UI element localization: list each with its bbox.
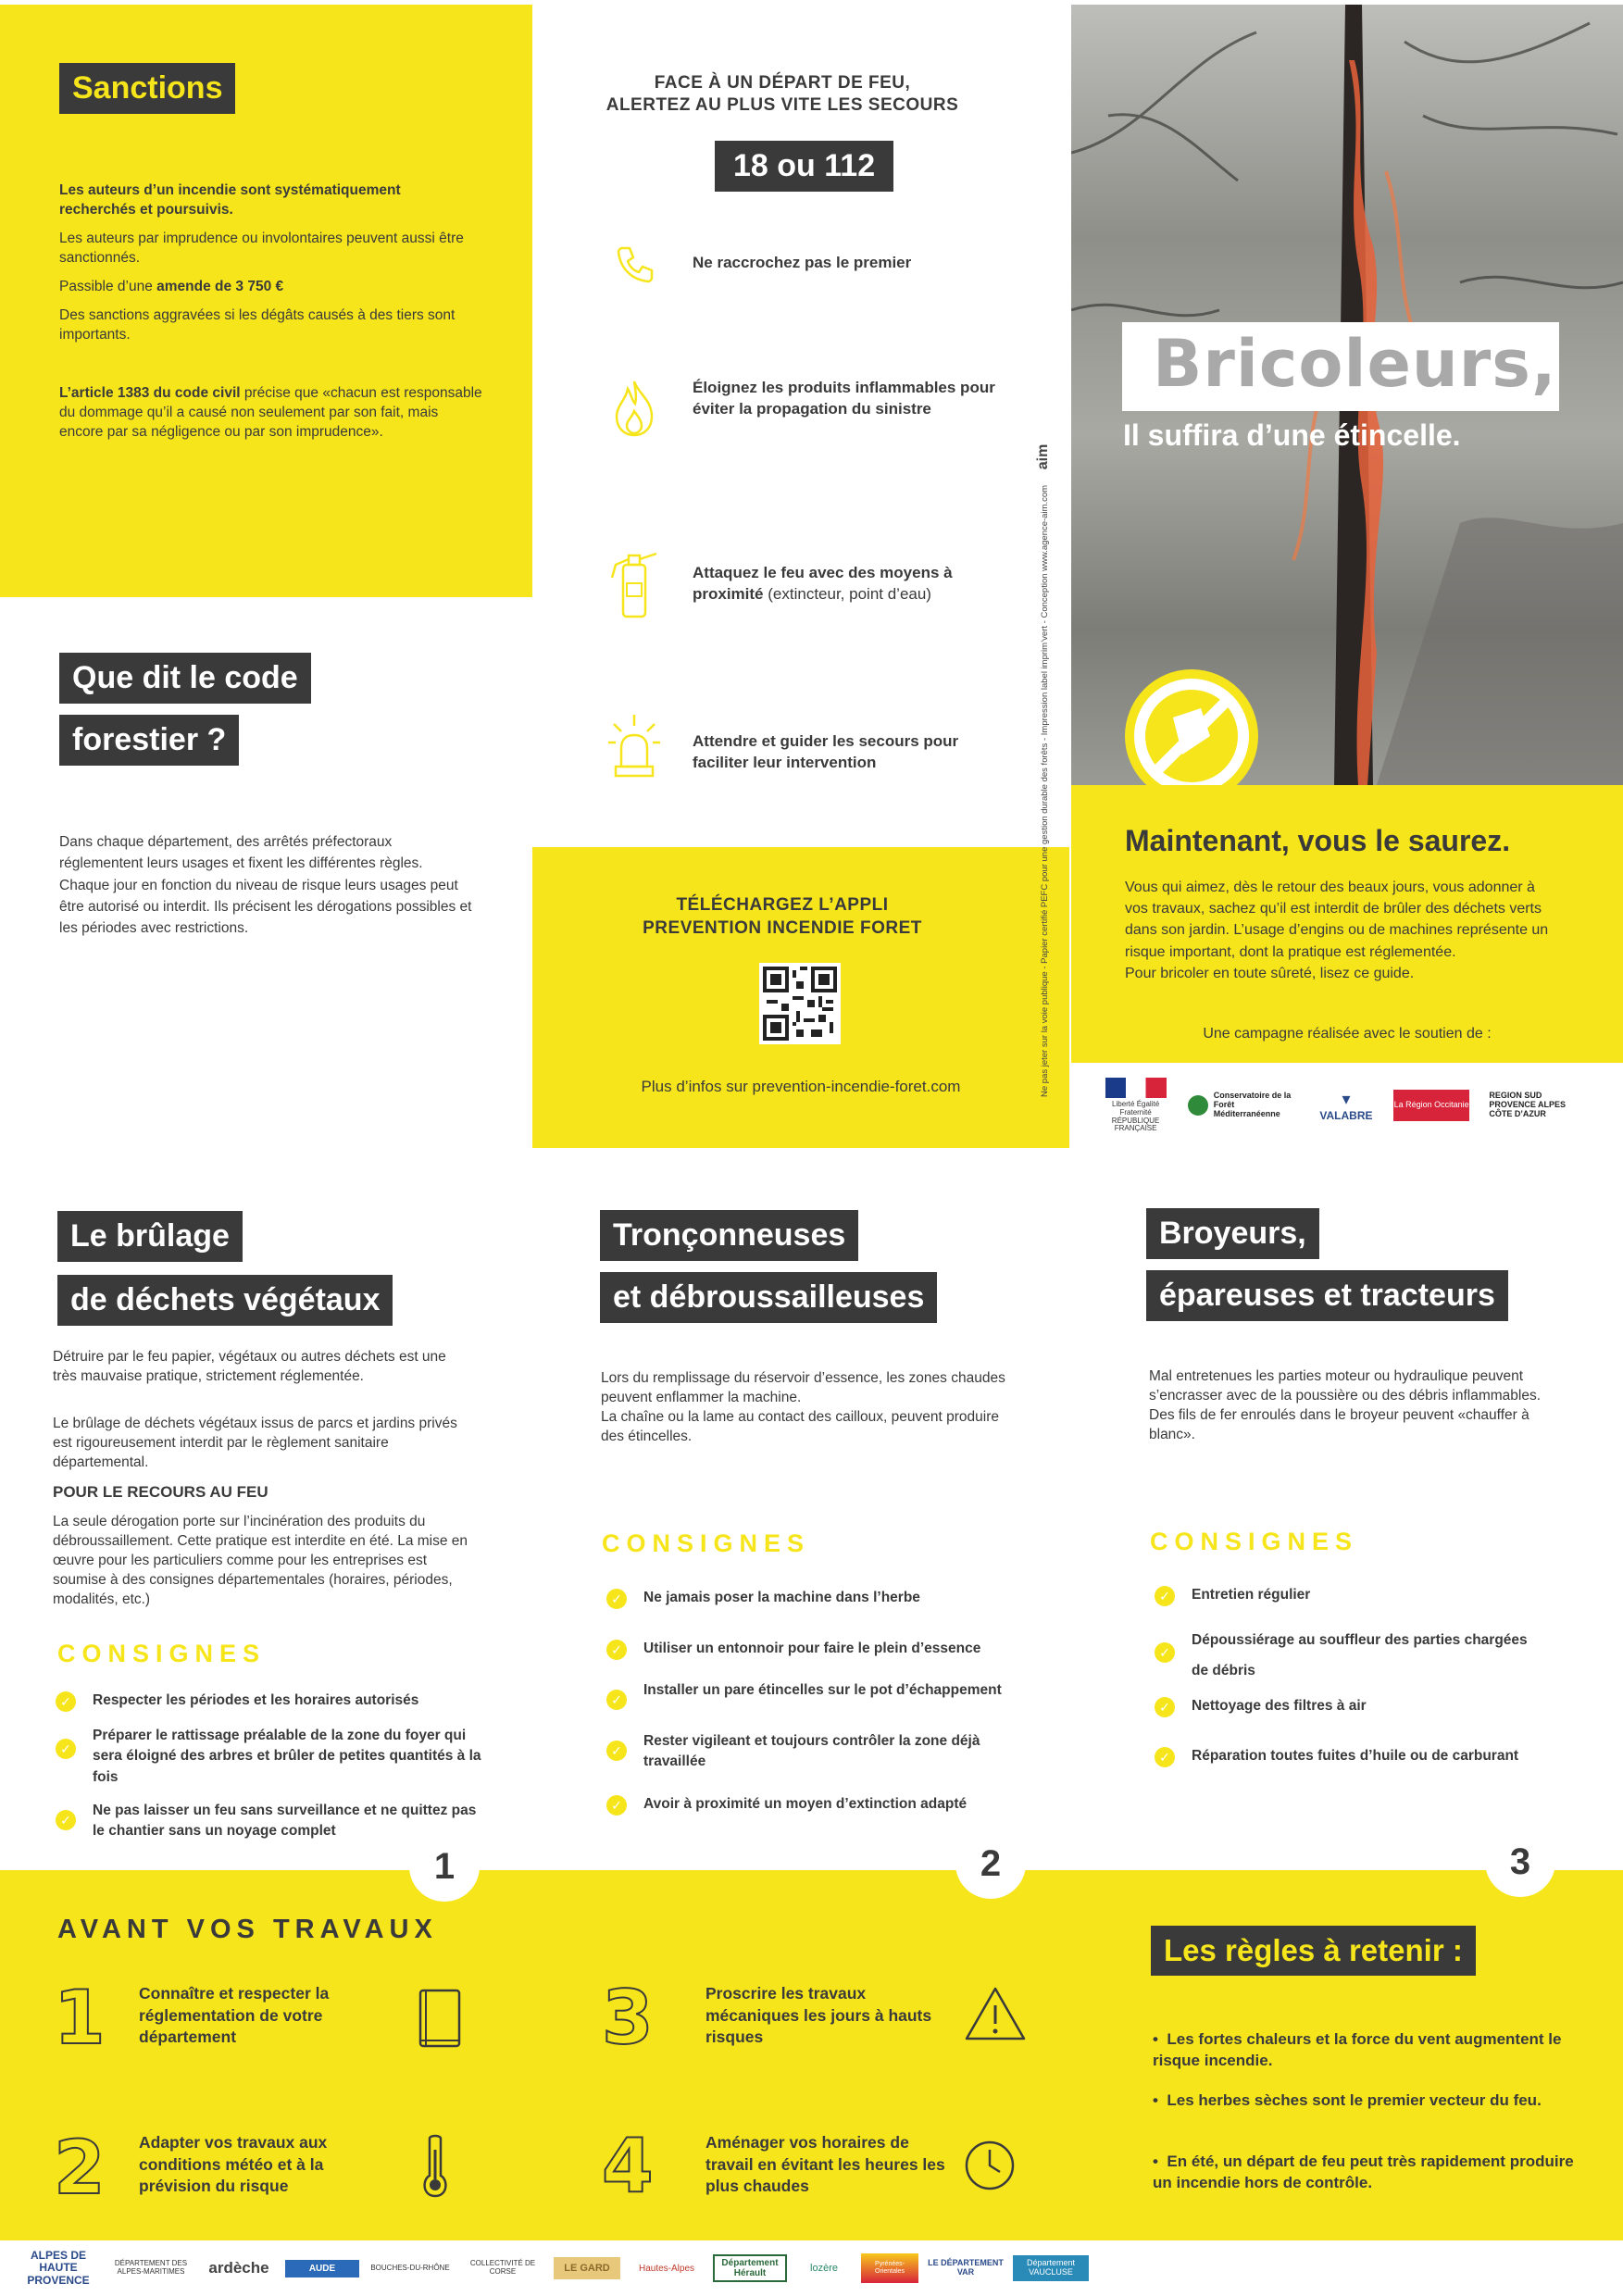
alert-step-1: Ne raccrochez pas le premier <box>693 254 912 271</box>
book-icon <box>415 1987 467 2052</box>
sanctions-p2: Les auteurs par imprudence ou involontaires peuvent aussi être sanctionnés. <box>59 231 464 266</box>
sanctions-p5 <box>59 384 485 443</box>
alert-step-3 <box>693 563 1007 605</box>
tronc-title-1: Tronçonneuses <box>600 1210 858 1261</box>
phone-icon <box>613 243 657 287</box>
sanctions-p3-amount: amende de 3 750 € <box>156 279 284 294</box>
avant-step-3-number: 3 <box>602 1975 654 2061</box>
regle-3: • En été, un départ de feu peut très rapidement produire un incendie hors de contrôle. <box>1153 2152 1574 2191</box>
check-icon: ✓ <box>1155 1586 1175 1606</box>
avant-step-2-number: 2 <box>54 2125 106 2211</box>
logo-ardeche: ardèche <box>208 2258 269 2277</box>
logo-region-sud-label: REGION SUD PROVENCE ALPES CÔTE D’AZUR <box>1489 1091 1567 1118</box>
logo-republique-label: Liberté Égalité Fraternité RÉPUBLIQUE FRANÇAISE <box>1111 1099 1160 1133</box>
logo-conservatoire-label: Conservatoire de la Forêt Méditerranéenne <box>1213 1091 1292 1118</box>
bottom-logos-bar <box>0 2240 1623 2296</box>
avant-step-4-number: 4 <box>602 2123 654 2209</box>
sanctions-p3-prefix: Passible d’une <box>59 279 157 294</box>
logo-region-sud <box>1489 1092 1591 1119</box>
logo-bouches-du-rhone: BOUCHES-DU-RHÔNE <box>370 2263 450 2272</box>
clock-icon <box>963 2139 1017 2192</box>
avant-step-3-text: Proscrire les travaux mécaniques les jours à hauts risques <box>705 1984 932 2047</box>
check-icon: ✓ <box>606 1795 627 1816</box>
brulage-consigne-3 <box>56 1801 481 1842</box>
cover-subtitle: Il suffira d’une étincelle. <box>1123 418 1461 452</box>
logo-vaucluse: Département VAUCLUSE <box>1013 2255 1089 2281</box>
broyeurs-consigne-1-text: Entretien régulier <box>1192 1587 1311 1603</box>
flame-icon <box>611 378 657 439</box>
logo-republique-flag <box>1105 1078 1167 1098</box>
alert-step-2: Éloignez les produits inflammables pour éviter la propagation du sinistre <box>693 379 995 418</box>
brulage-p3: La seule dérogation porte sur l’incinération des produits du débroussaillement. Cette pratique est interdite en été. La mise en œuvre pour les particuliers comme pour les entreprises est soumise à des consignes départementales (horaires, périodes, modalités, etc.) <box>53 1514 468 1607</box>
regle-3-text: En été, un départ de feu peut très rapidement produire un incendie hors de contrôle. <box>1153 2152 1574 2191</box>
brulage-title-2: de déchets végétaux <box>57 1275 393 1326</box>
broyeurs-title-1: Broyeurs, <box>1146 1208 1319 1259</box>
check-icon: ✓ <box>56 1691 76 1712</box>
tronc-consigne-2 <box>606 1639 1042 1660</box>
broyeurs-p1: Mal entretenues les parties moteur ou hydraulique peuvent s’encrasser avec de la poussière ou des débris inflammables. Des fils de fer enroulés dans le broyeur peuvent «chauffer à blanc». <box>1149 1368 1542 1442</box>
broyeurs-consigne-2 <box>1155 1626 1543 1686</box>
tronc-consignes-label: CONSIGNES <box>602 1529 811 1557</box>
logo-occitanie <box>1393 1090 1469 1121</box>
tronc-consigne-3 <box>606 1680 1005 1710</box>
brulage-sub: POUR LE RECOURS AU FEU <box>53 1483 268 1501</box>
broyeurs-consigne-3-text: Nettoyage des filtres à air <box>1192 1698 1367 1714</box>
tronc-consigne-5-text: Avoir à proximité un moyen d’extinction adapté <box>643 1796 968 1812</box>
logo-aude: AUDE <box>285 2260 359 2277</box>
logo-occitanie-label: La Région Occitanie <box>1393 1100 1469 1110</box>
panel-number-2: 2 <box>955 1828 1026 1899</box>
logo-republique <box>1104 1078 1168 1133</box>
panel-number-1: 1 <box>409 1831 480 1902</box>
regle-2: • Les herbes sèches sont le premier vecteur du feu. <box>1153 2091 1542 2109</box>
sanctions-p3 <box>59 278 476 297</box>
broyeurs-consignes-label: CONSIGNES <box>1150 1528 1359 1555</box>
brulage-consigne-1-text: Respecter les périodes et les horaires autorisés <box>93 1692 419 1708</box>
logo-conservatoire-mark <box>1188 1095 1208 1116</box>
brulage-consignes-label: CONSIGNES <box>57 1640 267 1667</box>
brulage-consigne-3-text: Ne pas laisser un feu sans surveillance et ne quittez pas le chantier sans un noyage complet <box>93 1803 477 1840</box>
sanctions-p5-rest: précise que «chacun est responsable du dommage qu’il a causé non seulement par son fait, mais encore par sa négligence ou par son imprudence». <box>59 385 482 440</box>
broyeurs-title-2: épareuses et tracteurs <box>1146 1270 1508 1321</box>
vertical-credit <box>1035 264 1055 1097</box>
check-icon: ✓ <box>606 1640 627 1660</box>
check-icon: ✓ <box>1155 1697 1175 1717</box>
broyeurs-consigne-3 <box>1155 1696 1590 1717</box>
logo-pyrenees-orientales: Pyrénées-Orientales <box>861 2253 918 2282</box>
cover-heading: Maintenant, vous le saurez. <box>1125 824 1511 857</box>
logo-var: LE DÉPARTEMENT VAR <box>928 2258 1004 2277</box>
broyeurs-consigne-4 <box>1155 1746 1599 1767</box>
regle-1-text: Les fortes chaleurs et la force du vent augmentent le risque incendie. <box>1153 2030 1562 2069</box>
brulage-consigne-1 <box>56 1691 481 1712</box>
tronc-consigne-4-text: Rester vigileant et toujours contrôler la zone déjà travaillée <box>643 1733 980 1770</box>
logo-alpes-maritimes: DÉPARTEMENT DES ALPES-MARITIMES <box>114 2259 188 2276</box>
alert-heading-1: FACE À UN DÉPART DE FEU, <box>654 73 911 93</box>
tronc-consigne-2-text: Utiliser un entonnoir pour faire le plein d’essence <box>643 1641 981 1656</box>
check-icon: ✓ <box>1155 1747 1175 1767</box>
cover-body: Vous qui aimez, dès le retour des beaux jours, vous adonner à vos travaux, sachez qu’il est interdit de brûler des déchets verts dans son jardin. L’usage d’engins ou de machines représente un risque important, dont la pratique est réglementée. Pour bricoler en toute sûreté, lisez ce guide. <box>1125 880 1549 981</box>
more-info-link[interactable]: Plus d’infos sur prevention-incendie-foret.com <box>641 1078 961 1095</box>
logo-gard: LE GARD <box>554 2257 620 2279</box>
check-icon: ✓ <box>56 1739 76 1759</box>
check-icon: ✓ <box>1155 1642 1175 1663</box>
check-icon: ✓ <box>606 1589 627 1609</box>
warning-icon <box>963 1985 1028 2042</box>
brulage-p2: Le brûlage de déchets végétaux issus de parcs et jardins privés est rigoureusement interdit par le règlement sanitaire départemental. <box>53 1416 457 1470</box>
app-heading-2: PREVENTION INCENDIE FORET <box>643 918 922 938</box>
siren-icon <box>606 711 662 780</box>
logo-corse: COLLECTIVITÉ DE CORSE <box>469 2259 536 2276</box>
vertical-credit-logo: aim <box>1035 443 1051 470</box>
brulage-consigne-2 <box>56 1726 481 1788</box>
alert-step-3-main: Attaquez le feu avec des moyens à proximité <box>693 564 953 603</box>
emergency-numbers: 18 ou 112 <box>715 141 893 192</box>
regle-1: • Les fortes chaleurs et la force du vent augmentent le risque incendie. <box>1153 2030 1562 2069</box>
avant-title: AVANT VOS TRAVAUX <box>57 1915 438 1944</box>
tronc-title-2: et débroussailleuses <box>600 1272 937 1323</box>
logo-herault: Département Hérault <box>713 2254 787 2282</box>
check-icon: ✓ <box>606 1741 627 1761</box>
logo-valabre <box>1318 1090 1374 1122</box>
tronc-consigne-5 <box>606 1794 1042 1816</box>
code-forestier-text: Dans chaque département, des arrêtés préfectoraux réglementent leurs usages et fixent les différentes règles. Chaque jour en fonction du niveau de risque leurs usages peut être autorisé ou interdit. Ils précisent les dérogations possibles et les périodes avec restrictions. <box>59 834 472 936</box>
panel-number-3: 3 <box>1485 1827 1555 1897</box>
broyeurs-consigne-4-text: Réparation toutes fuites d’huile ou de carburant <box>1192 1748 1519 1764</box>
logo-conservatoire <box>1188 1092 1299 1119</box>
regle-2-text: Les herbes sèches sont le premier vecteur du feu. <box>1167 2091 1542 2109</box>
tronc-consigne-1 <box>606 1588 1042 1609</box>
avant-step-4-text: Aménager vos horaires de travail en évitant les heures les plus chaudes <box>705 2133 945 2196</box>
logo-lozere: lozère <box>810 2262 838 2274</box>
alert-heading-2: ALERTEZ AU PLUS VITE LES SECOURS <box>606 95 959 115</box>
code-forestier-title-1: Que dit le code <box>59 653 311 704</box>
broyeurs-consigne-1 <box>1155 1585 1590 1606</box>
sanctions-p1: Les auteurs d’un incendie sont systématiquement recherchés et poursuivis. <box>59 182 401 218</box>
avant-step-2-text: Adapter vos travaux aux conditions météo et à la prévision du risque <box>139 2133 328 2196</box>
logo-alpes-haute-provence: ALPES DE HAUTE PROVENCE <box>27 2249 90 2287</box>
avant-step-1-number: 1 <box>54 1975 106 2061</box>
app-heading-1: TÉLÉCHARGEZ L’APPLI <box>676 895 889 915</box>
brulage-consigne-2-text: Préparer le rattissage préalable de la zone du foyer qui sera éloigné des arbres et brûler de petites quantités à la fois <box>93 1728 481 1785</box>
alert-step-3-rest: (extincteur, point d’eau) <box>763 584 931 603</box>
vertical-credit-text: Ne pas jeter sur la voie publique - Papier certifié PEFC pour une gestion durable des forêts - Impression label imprim’vert - Conception www.agence-aim.com <box>1040 484 1050 1097</box>
logo-valabre-mark: ▾ <box>1342 1089 1351 1108</box>
regles-title: Les règles à retenir : <box>1151 1926 1476 1976</box>
cover-title: Bricoleurs, <box>1153 326 1557 402</box>
code-forestier-title-2: forestier ? <box>59 715 239 766</box>
extinguisher-icon <box>606 546 662 620</box>
cover-campaign: Une campagne réalisée avec le soutien de : <box>1203 1026 1492 1042</box>
check-icon: ✓ <box>56 1810 76 1830</box>
logo-hautes-alpes: Hautes-Alpes <box>638 2263 695 2274</box>
tronc-p1: Lors du remplissage du réservoir d’essence, les zones chaudes peuvent enflammer la machine. La chaîne ou la lame au contact des cailloux, peuvent produire des étincelles. <box>601 1370 1005 1444</box>
thermometer-icon <box>417 2131 454 2202</box>
alert-step-4: Attendre et guider les secours pour faciliter leur intervention <box>693 732 959 771</box>
check-icon: ✓ <box>606 1690 627 1710</box>
qr-code[interactable] <box>759 963 841 1044</box>
tronc-consigne-3-text: Installer un pare étincelles sur le pot d’échappement <box>643 1682 1002 1698</box>
cover-logos-bar <box>1071 1063 1623 1148</box>
tronc-consigne-1-text: Ne jamais poser la machine dans l’herbe <box>643 1590 920 1605</box>
brulage-title-1: Le brûlage <box>57 1211 243 1262</box>
logo-valabre-label: VALABRE <box>1319 1108 1373 1122</box>
sanctions-p5-bold: L’article 1383 du code civil <box>59 385 241 401</box>
broyeurs-consigne-2-text: Dépoussiérage au souffleur des parties chargées de débris <box>1192 1632 1528 1678</box>
sanctions-p4: Des sanctions aggravées si les dégâts causés à des tiers sont importants. <box>59 307 456 343</box>
sanctions-title: Sanctions <box>59 63 235 114</box>
tronc-consigne-4 <box>606 1731 1042 1773</box>
avant-step-1-text: Connaître et respecter la réglementation de votre département <box>139 1984 330 2047</box>
brulage-p1: Détruire par le feu papier, végétaux ou autres déchets est une très mauvaise pratique, strictement réglementée. <box>53 1349 446 1384</box>
